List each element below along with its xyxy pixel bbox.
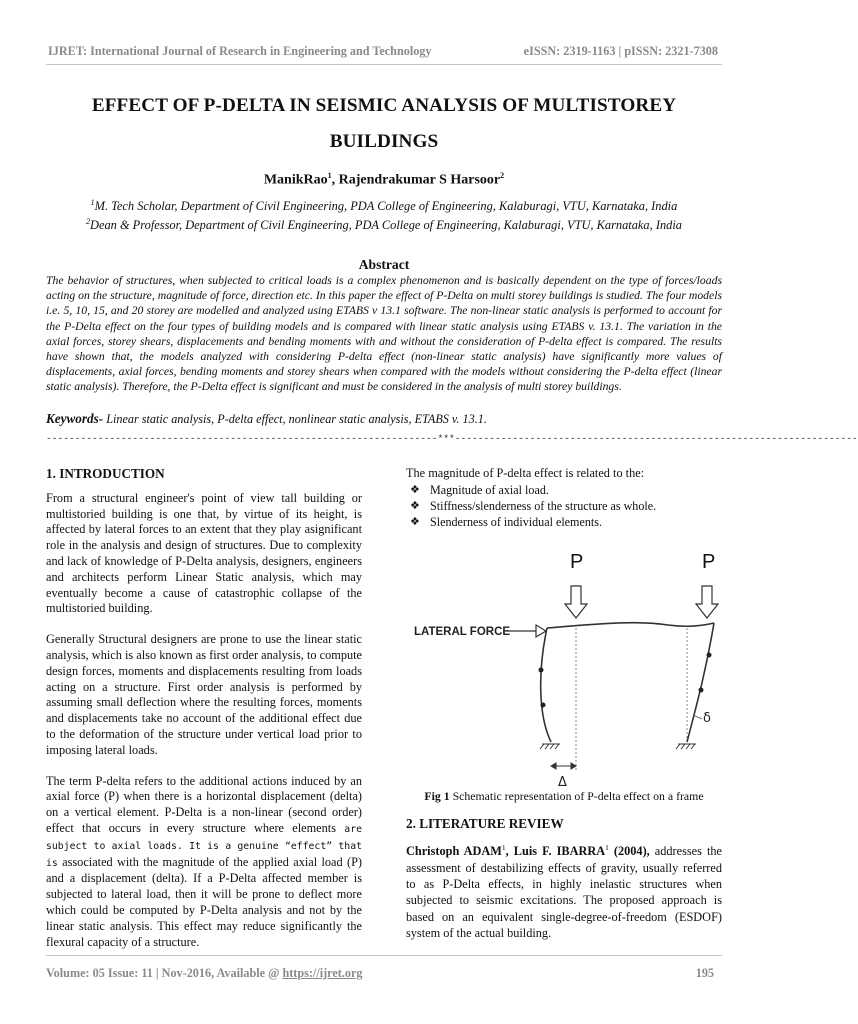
lateral-force-label: LATERAL FORCE bbox=[414, 626, 511, 638]
fixed-support-left-icon bbox=[540, 744, 560, 749]
running-footer bbox=[46, 966, 714, 982]
abstract-text: The behavior of structures, when subjected to critical loads is a complex phenomenon and is basically dependent on the type of forces/loads acting on the structure, magnitude of force, direction etc. In this paper the effect of P-Delta on multi storey buildings is studied. The four models i.e. 5, 10, 15, and 20 storey are modelled and analyzed using ETABS v 13.1 software. The non-linear static analysis is performed to account for the P-Delta effect on the four types of building models and is compared with linear static analysis using ETABS v. 13.1. The variation in the axial forces, storey shears, displacements and bending moments with and without the consideration of P-delta effect is compared. The results have shown that, the models analyzed with considering P-delta effect (non-linear static analysis) have significantly more values of displacements, axial forces, bending moments and storey shears when compared with the models without considering the P-delta effect (linear static analysis). Therefore, the P-Delta effect is significant and must be considered in the analysis of multi storey buildings. bbox=[46, 274, 722, 394]
intro-paragraph-2: Generally Structural designers are prone to use the linear static analysis, which is also known as first order analysis, to compute design forces, moments and displacements resulting from loads acting on a structure. First order analysis is performed by assuming small deflection where the resulting forces, moments and displacements take no account of the additional effect due to the deformation of the structure under vertical load prior to imposing lateral loads. bbox=[46, 632, 362, 757]
delta-small-label: δ bbox=[703, 711, 711, 726]
intro-heading: 1. INTRODUCTION bbox=[46, 466, 165, 481]
deformed-frame bbox=[541, 623, 714, 742]
author-1: ManikRao bbox=[263, 172, 328, 188]
author-1-sup: 1 bbox=[327, 171, 332, 180]
author-list bbox=[46, 171, 722, 189]
delta-dimension-icon bbox=[551, 763, 576, 769]
affiliation-2 bbox=[46, 214, 722, 233]
load-label-right: P bbox=[702, 551, 716, 573]
affiliation-2-text: Dean & Professor, Department of Civil Engineering, PDA College of Engineering, Kalaburagi, VTU, Karnataka, India bbox=[90, 218, 682, 233]
lit-author-1: Christoph ADAM bbox=[406, 844, 502, 859]
intro-paragraph-3c: associated with the magnitude of the applied axial load (P) and a displacement (delta). If a P-Delta affected member is subjected to lateral load, then it will be prone to deflect more which could be computed by P-Delta analysis and not by the linear static analysis. This effect may reduce significantly the flexural capacity of a structure. bbox=[46, 854, 362, 949]
lit-year: (2004), bbox=[613, 844, 650, 859]
p-delta-frame-figure bbox=[406, 540, 722, 790]
lit-author-separator: , bbox=[505, 844, 514, 859]
load-label-left: P bbox=[570, 551, 584, 573]
lit-author-1-sup: 1 bbox=[501, 843, 506, 852]
left-column bbox=[46, 466, 362, 965]
running-header bbox=[48, 44, 718, 60]
lit-author-2-sup: 1 bbox=[605, 843, 609, 852]
author-separator: , bbox=[331, 172, 339, 188]
intro-paragraph-3a: The term P-delta refers to the additional actions induced by an axial force (P) when there is a horizontal displacement (delta) on a vertical element. P-Delta is a non-linear (second order) effect that occurs in every structure where elements bbox=[46, 773, 362, 835]
bullet-icon: ❖ bbox=[410, 515, 420, 528]
title-line-1: EFFECT OF P-DELTA IN SEISMIC ANALYSIS OF MULTISTOREY bbox=[91, 95, 677, 116]
keywords bbox=[46, 411, 722, 427]
keywords-text: Linear static analysis, P-delta effect, nonlinear static analysis, ETABS v. 13.1. bbox=[106, 412, 487, 426]
figure-caption bbox=[406, 789, 722, 804]
footer-link[interactable]: https://ijret.org bbox=[282, 966, 363, 980]
issn: eISSN: 2319-1163 | pISSN: 2321-7308 bbox=[523, 44, 718, 58]
header-rule bbox=[46, 64, 722, 65]
keywords-label: Keywords- bbox=[46, 411, 104, 426]
intro-paragraph-3 bbox=[46, 774, 362, 951]
affiliation-2-sup: 2 bbox=[86, 217, 91, 227]
lit-author-2: Luis F. IBARRA bbox=[513, 844, 606, 859]
journal-name: IJRET: International Journal of Research in Engineering and Technology bbox=[48, 44, 432, 58]
right-column bbox=[406, 466, 722, 530]
author-2-sup: 2 bbox=[500, 171, 505, 180]
figure-caption-label: Fig 1 bbox=[424, 789, 450, 803]
lit-body: addresses the assessment of destabilizing effects of gravity, usually referred to as P-Delta effects, in highly inelastic structures when subjected to seismic excitations. The proposed approach is based on an equivalent single-degree-of-freedom (ESDOF) system of the actual building. bbox=[406, 844, 722, 941]
paper-title bbox=[46, 88, 722, 160]
footer-volume bbox=[46, 966, 362, 981]
undeformed-frame bbox=[576, 628, 687, 770]
bullet-icon: ❖ bbox=[410, 499, 420, 512]
figure-caption-text: Schematic representation of P-delta effect on a frame bbox=[452, 789, 704, 803]
footer-rule bbox=[46, 955, 722, 956]
affiliations bbox=[46, 195, 722, 233]
title-line-2: BUILDINGS bbox=[329, 131, 439, 152]
literature-heading: 2. LITERATURE REVIEW bbox=[406, 816, 564, 831]
load-arrow-left-icon bbox=[565, 586, 587, 618]
list-item: ❖ Slenderness of individual elements. bbox=[410, 514, 602, 529]
section-separator: --------------------------------------------------------------------***---------------------------------------------------------------------- bbox=[46, 433, 858, 444]
delta-large-label: Δ bbox=[558, 775, 567, 790]
list-item: ❖ Magnitude of axial load. bbox=[410, 482, 549, 497]
affiliation-1-sup: 1 bbox=[90, 198, 95, 207]
affiliation-1 bbox=[46, 195, 722, 214]
magnitude-list bbox=[406, 482, 722, 530]
frame-nodes bbox=[539, 653, 712, 708]
fixed-support-right-icon bbox=[676, 744, 696, 749]
page-number: 195 bbox=[695, 966, 714, 980]
affiliation-1-text: M. Tech Scholar, Department of Civil Engineering, PDA College of Engineering, Kalaburagi, VTU, Karnataka, India bbox=[94, 199, 678, 214]
lateral-force-arrow-icon bbox=[504, 625, 546, 637]
abstract-heading: Abstract bbox=[358, 257, 410, 272]
footer-volume-text: Volume: 05 Issue: 11 | Nov-2016, Available @ bbox=[46, 966, 283, 980]
bullet-icon: ❖ bbox=[410, 483, 420, 496]
magnitude-intro: The magnitude of P-delta effect is related to the: bbox=[406, 466, 645, 480]
load-arrow-right-icon bbox=[696, 586, 718, 618]
literature-text bbox=[406, 840, 722, 942]
author-2: Rajendrakumar S Harsoor bbox=[338, 172, 501, 188]
delta-leader bbox=[693, 715, 702, 719]
intro-paragraph-3b: are subject to axial loads. It is a genuine “effect” that is bbox=[46, 823, 362, 869]
list-item: ❖ Stiffness/slenderness of the structure as whole. bbox=[410, 498, 657, 513]
intro-paragraph-1: From a structural engineer's point of view tall building or multistoried building is one that, by virtue of its height, is affected by lateral forces to an extent that they play asignificant role in the analysis and design of structures. Due to complexity and lack of knowledge of P-Delta analysis, designers, engineers and architects perform Linear Static analysis, which may eventually become a cause of catastrophic collapse of the multistoried building. bbox=[46, 490, 362, 616]
